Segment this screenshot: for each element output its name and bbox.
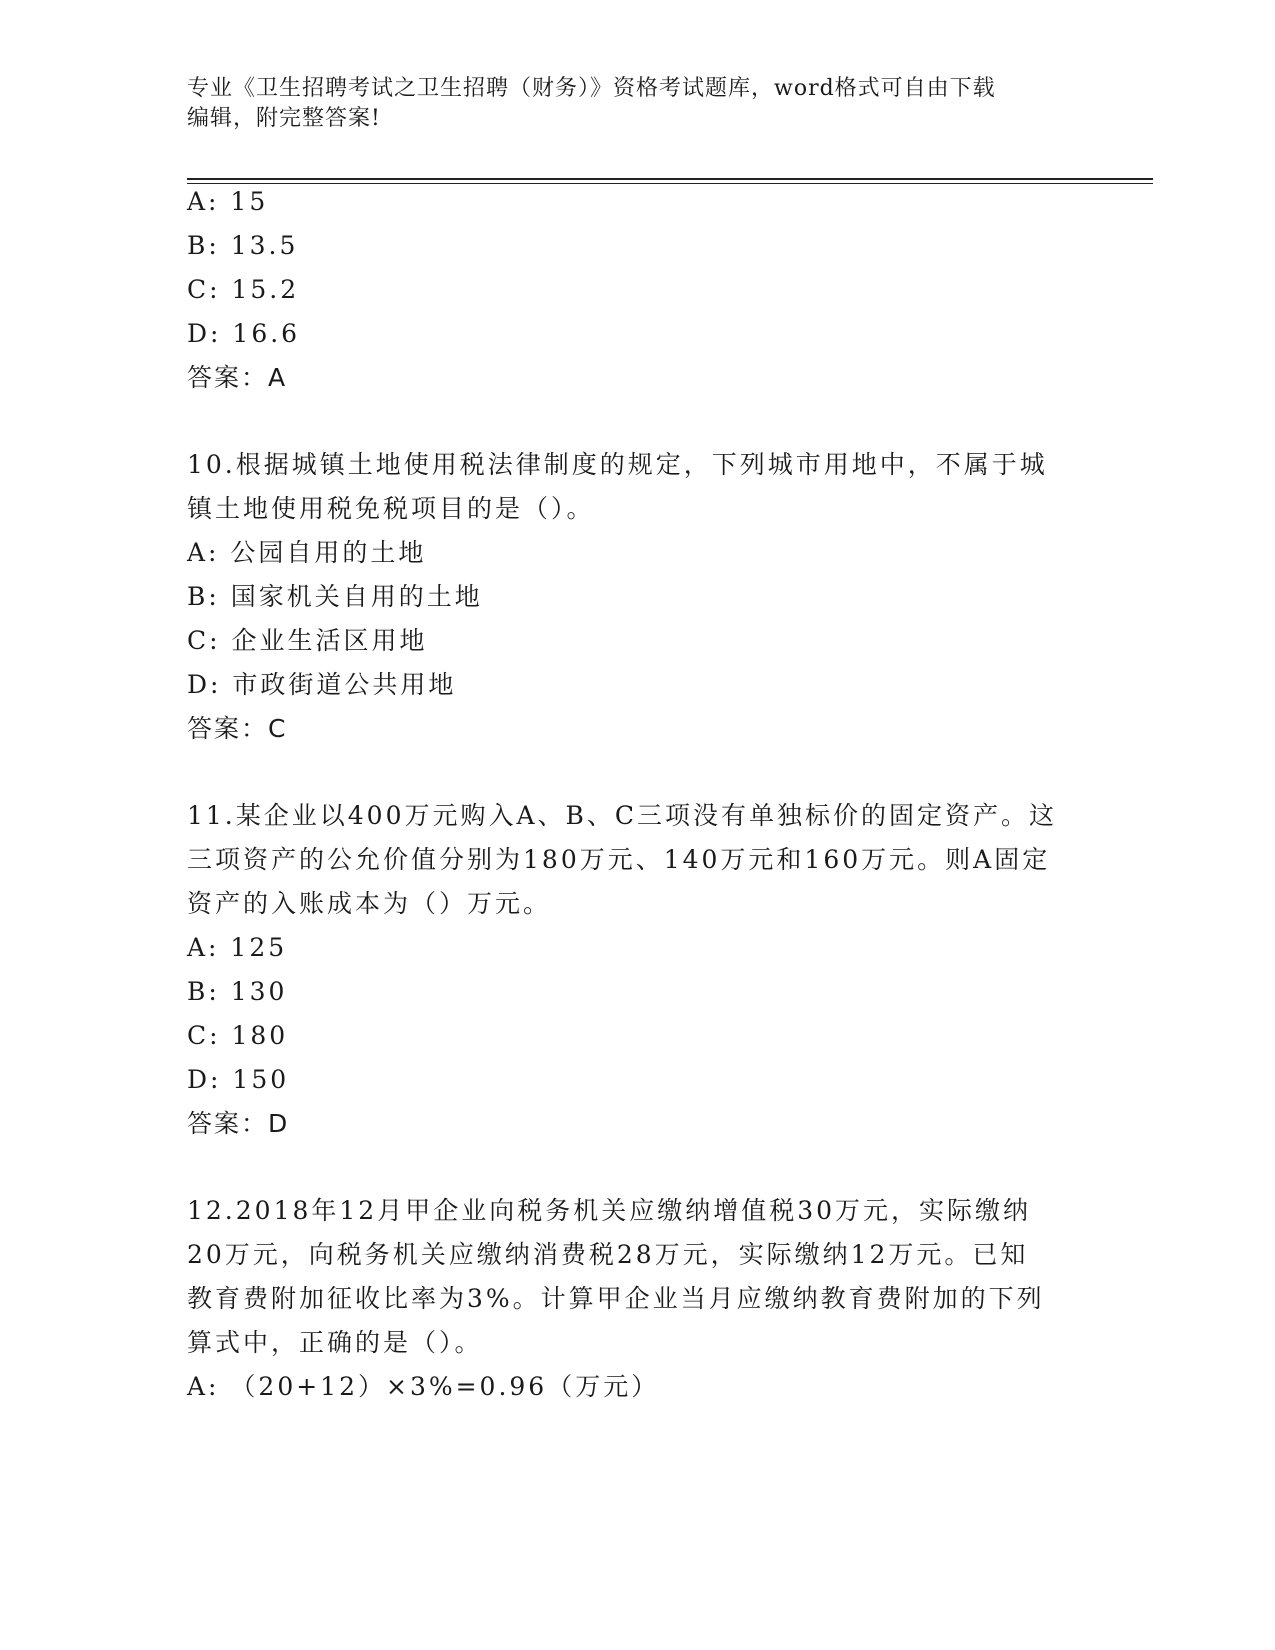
q11-option-c: C: 180 — [187, 1021, 289, 1050]
prev-option-a: A: 15 — [187, 187, 269, 216]
q10-text-line-2: 镇土地使用税免税项目的是（）。 — [187, 494, 595, 523]
prev-option-d: D: 16.6 — [187, 319, 301, 348]
document-header — [187, 74, 1087, 134]
q11-option-b: B: 130 — [187, 977, 288, 1006]
header-line-2: 编辑，附完整答案! — [187, 106, 381, 131]
prev-answer: 答案：A — [187, 363, 288, 392]
q12-text-line-1: 12.2018年12月甲企业向税务机关应缴纳增值税30万元，实际缴纳 — [187, 1196, 1032, 1225]
q11-text-line-2: 三项资产的公允价值分别为180万元、140万元和160万元。则A固定 — [187, 845, 1051, 874]
q12-text-line-2: 20万元，向税务机关应缴纳消费税28万元，实际缴纳12万元。已知 — [187, 1240, 1029, 1269]
q10-option-a: A: 公园自用的土地 — [187, 538, 427, 567]
prev-option-b: B: 13.5 — [187, 231, 299, 260]
header-rule-thin — [187, 183, 1153, 184]
q10-answer: 答案：C — [187, 714, 288, 743]
q11-text-line-3: 资产的入账成本为（）万元。 — [187, 889, 552, 918]
q12-option-a: A: （20+12）×3%=0.96（万元） — [187, 1372, 660, 1401]
header-rule-thick — [187, 178, 1153, 180]
q12-text-line-3: 教育费附加征收比率为3%。计算甲企业当月应缴纳教育费附加的下列 — [187, 1284, 1045, 1313]
prev-option-c: C: 15.2 — [187, 275, 300, 304]
q10-option-d: D: 市政街道公共用地 — [187, 670, 457, 699]
q10-text-line-1: 10.根据城镇土地使用税法律制度的规定，下列城市用地中，不属于城 — [187, 450, 1048, 479]
q12-text-line-4: 算式中，正确的是（）。 — [187, 1328, 483, 1357]
q11-text-line-1: 11.某企业以400万元购入A、B、C三项没有单独标价的固定资产。这 — [187, 801, 1058, 830]
q11-answer: 答案：D — [187, 1109, 290, 1138]
q10-option-c: C: 企业生活区用地 — [187, 626, 428, 655]
q10-option-b: B: 国家机关自用的土地 — [187, 582, 483, 611]
header-line-1: 专业《卫生招聘考试之卫生招聘（财务）》资格考试题库，word格式可自由下载 — [187, 76, 996, 101]
q11-option-d: D: 150 — [187, 1065, 290, 1094]
q11-option-a: A: 125 — [187, 933, 288, 962]
